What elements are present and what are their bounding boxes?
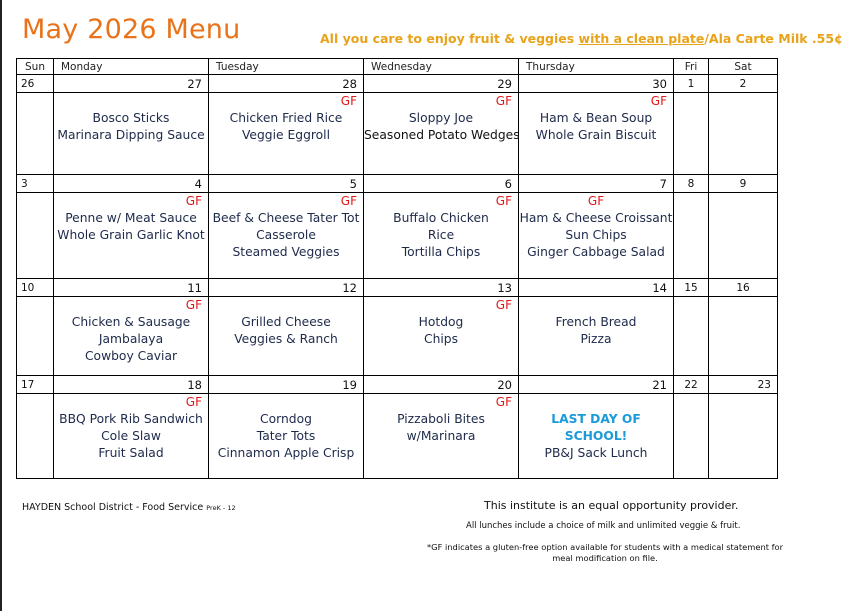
header-fri: Fri [674,59,709,75]
menu-cell [364,93,519,175]
menu-item: Chicken Fried Rice [229,111,343,125]
gluten-free-marker: GF [185,298,202,312]
gluten-free-marker: GF [650,94,667,108]
sunday-date: 10 [17,279,54,297]
menu-item: Fruit Salad [98,446,164,460]
weekday-date: 18 [54,376,209,394]
header-tuesday: Tuesday [209,59,364,75]
menu-item: Sun Chips [565,228,627,242]
weekday-date: 6 [364,175,519,193]
menu-cell [364,193,519,279]
menu-item: Tortilla Chips [401,245,481,259]
sunday-date: 26 [17,75,54,93]
menu-item: Buffalo Chicken [393,211,489,225]
menu-item: Whole Grain Biscuit [535,128,657,142]
week-number-row [17,75,778,93]
menu-calendar [16,58,778,479]
week-menu-row [17,93,778,175]
gluten-free-marker: GF [495,194,512,208]
gluten-free-marker: GF [185,395,202,409]
weekday-date: 20 [364,376,519,394]
last-day-notice: LAST DAY OF [551,412,641,426]
menu-tagline [320,31,843,46]
weekday-date: 7 [519,175,674,193]
weekday-date: 4 [54,175,209,193]
saturday-date: 16 [709,279,778,297]
sunday-cell [17,297,54,376]
page-edge [0,0,2,611]
page-title: May 2026 Menu [22,14,241,45]
saturday-date: 9 [709,175,778,193]
header-wednesday: Wednesday [364,59,519,75]
gluten-free-marker: GF [495,298,512,312]
header-thursday: Thursday [519,59,674,75]
weekday-date: 12 [209,279,364,297]
equal-opportunity-statement: This institute is an equal opportunity provider. [484,499,739,512]
gluten-free-marker: GF [587,194,605,208]
week-menu-row [17,193,778,279]
menu-cell [209,193,364,279]
menu-item: Cole Slaw [101,429,161,443]
menu-item: Whole Grain Garlic Knot [57,228,205,242]
tagline-text: All you care to enjoy fruit & veggies [320,31,579,46]
week-menu-row [17,297,778,376]
menu-item: Ginger Cabbage Salad [527,245,665,259]
menu-cell [54,193,209,279]
saturday-date: 23 [709,376,778,394]
weekday-date: 27 [54,75,209,93]
saturday-cell [709,394,778,479]
saturday-cell [709,297,778,376]
calendar-weeks [17,75,778,479]
menu-item: Ham & Bean Soup [539,111,653,125]
week-number-row [17,279,778,297]
menu-cell [519,297,674,376]
header-sat: Sat [709,59,778,75]
menu-item: Corndog [260,412,312,426]
last-day-notice: SCHOOL! [564,429,628,443]
sunday-cell [17,93,54,175]
weekday-date: 13 [364,279,519,297]
menu-item: Casserole [256,228,316,242]
sunday-cell [17,193,54,279]
menu-cell [209,93,364,175]
menu-item: BBQ Pork Rib Sandwich [59,412,203,426]
weekday-date: 29 [364,75,519,93]
sunday-date: 3 [17,175,54,193]
friday-date: 1 [674,75,709,93]
sunday-cell [17,394,54,479]
menu-item: Jambalaya [98,332,164,346]
menu-cell [209,394,364,479]
menu-item: Ham & Cheese Croissant [519,211,673,225]
friday-date: 22 [674,376,709,394]
tagline-underlined: with a clean plate [578,31,705,46]
menu-item: Sloppy Joe [408,111,474,125]
weekday-date: 19 [209,376,364,394]
lunch-note: All lunches include a choice of milk and unlimited veggie & fruit. [466,521,741,531]
gluten-free-marker: GF [340,94,357,108]
menu-item: Steamed Veggies [232,245,340,259]
friday-cell [674,394,709,479]
menu-item: Hotdog [418,315,464,329]
menu-item: Tater Tots [256,429,316,443]
menu-item: Chicken & Sausage [71,315,191,329]
menu-cell [54,93,209,175]
menu-cell [519,193,674,279]
menu-cell [364,297,519,376]
friday-cell [674,93,709,175]
menu-item: Veggies & Ranch [234,332,338,346]
friday-cell [674,297,709,376]
tagline-milk: /Ala Carte Milk .55¢ [704,31,843,46]
menu-cell [54,394,209,479]
menu-cell [209,297,364,376]
weekday-date: 11 [54,279,209,297]
menu-item: Cowboy Caviar [84,349,178,363]
friday-date: 15 [674,279,709,297]
week-number-row [17,175,778,193]
gluten-free-note: *GF indicates a gluten-free option available for students with a medical statement for meal modification on file. [427,542,783,563]
gluten-free-marker: GF [185,194,202,208]
gluten-free-marker: GF [495,94,512,108]
header-monday: Monday [54,59,209,75]
friday-cell [674,193,709,279]
menu-item: Veggie Eggroll [241,128,331,142]
menu-item: Seasoned Potato Wedges [364,128,520,142]
menu-item: Pizza [580,332,612,346]
menu-cell [54,297,209,376]
menu-item: Bosco Sticks [92,111,170,125]
menu-item: Rice [427,228,455,242]
menu-item: Marinara Dipping Sauce [57,128,205,142]
district-footer [22,502,236,513]
weekday-date: 14 [519,279,674,297]
menu-item: Beef & Cheese Tater Tot [212,211,360,225]
gluten-free-marker: GF [340,194,357,208]
weekday-date: 30 [519,75,674,93]
menu-item: Cinnamon Apple Crisp [217,446,355,460]
menu-item: Pizzaboli Bites [397,412,485,426]
menu-cell [519,394,674,479]
menu-item: Chips [423,332,458,346]
header-sun: Sun [17,59,54,75]
menu-item: Grilled Cheese [241,315,331,329]
menu-cell [519,93,674,175]
grade-range: PreK - 12 [206,504,236,512]
day-header-row [17,59,778,75]
week-number-row [17,376,778,394]
sunday-date: 17 [17,376,54,394]
weekday-date: 5 [209,175,364,193]
menu-item: French Bread [555,315,637,329]
week-menu-row [17,394,778,479]
weekday-date: 21 [519,376,674,394]
district-name: HAYDEN School District - Food Service [22,502,204,513]
saturday-cell [709,93,778,175]
friday-date: 8 [674,175,709,193]
menu-item: Penne w/ Meat Sauce [65,211,197,225]
menu-item: w/Marinara [406,429,476,443]
menu-cell [364,394,519,479]
menu-item: PB&J Sack Lunch [544,446,648,460]
gluten-free-marker: GF [495,395,512,409]
weekday-date: 28 [209,75,364,93]
saturday-cell [709,193,778,279]
saturday-date: 2 [709,75,778,93]
